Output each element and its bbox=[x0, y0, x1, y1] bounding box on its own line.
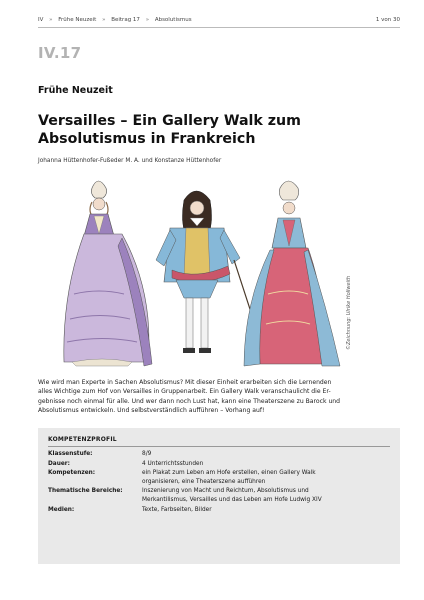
profile-divider bbox=[48, 446, 390, 447]
lady-left-figure bbox=[64, 181, 152, 366]
breadcrumb-part: Beitrag 17 bbox=[111, 17, 140, 23]
page-count: 1 von 30 bbox=[375, 17, 400, 23]
baroque-costumes-illustration bbox=[52, 174, 342, 370]
profile-value-line: 8/9 bbox=[142, 451, 152, 457]
profile-label: Klassenstufe: bbox=[48, 451, 93, 457]
intro-line: Absolutismus entwickeln. Und selbstverständlich aufführen – Vorhang auf! bbox=[38, 407, 265, 415]
intro-line: Wie wird man Experte in Sachen Absolutismus? Mit dieser Einheit erarbeiten sich die Lernenden bbox=[38, 379, 332, 386]
profile-value bbox=[142, 460, 388, 470]
profile-label: Dauer: bbox=[48, 460, 70, 467]
authors: Johanna Hüttenhofer-Fußeder M. A. und Konstanze Hüttenhofer bbox=[38, 158, 222, 164]
profile-row bbox=[48, 469, 388, 487]
intro-paragraph bbox=[38, 378, 400, 416]
profile-heading: KOMPETENZPROFIL bbox=[48, 436, 117, 443]
profile-value-line: Inszenierung von Macht und Reichtum, Absolutismus und bbox=[142, 488, 309, 495]
breadcrumb-separator: » bbox=[102, 17, 106, 23]
profile-label: Kompetenzen: bbox=[48, 470, 96, 477]
profile-value-line: organisieren, eine Theaterszene aufführen bbox=[142, 478, 266, 485]
courtier-figure bbox=[156, 191, 260, 353]
image-credit bbox=[340, 200, 350, 350]
intro-line: gebnisse noch einmal für alle. Und wer dann noch Lust hat, kann eine Theaterszene zu Barock und bbox=[38, 397, 341, 405]
profile-value-line: ein Plakat zum Leben am Hofe erstellen, einen Gallery Walk bbox=[142, 470, 316, 477]
title-line: Versailles – Ein Gallery Walk zum bbox=[38, 113, 301, 129]
issue-code: IV.17 bbox=[38, 44, 82, 62]
competence-profile-box bbox=[38, 428, 400, 564]
breadcrumb-part: Frühe Neuzeit bbox=[58, 17, 97, 23]
profile-value-line: Texte, Farbseiten, Bilder bbox=[142, 506, 212, 513]
profile-label: Thematische Bereiche: bbox=[48, 488, 123, 495]
profile-value bbox=[142, 506, 388, 516]
page-title bbox=[38, 112, 398, 148]
profile-value-line: 4 Unterrichtsstunden bbox=[142, 460, 204, 467]
title-line: Absolutismus in Frankreich bbox=[38, 131, 256, 147]
profile-value-line: Merkantilismus, Versailles und das Leben am Hofe Ludwig XIV bbox=[142, 496, 322, 503]
profile-label: Medien: bbox=[48, 506, 75, 513]
breadcrumb-separator: » bbox=[49, 17, 53, 23]
lady-right-figure bbox=[244, 181, 340, 366]
subject-heading: Frühe Neuzeit bbox=[38, 85, 113, 96]
profile-value bbox=[142, 487, 388, 505]
profile-row bbox=[48, 506, 388, 516]
header-divider bbox=[38, 27, 400, 28]
breadcrumb-part: Absolutismus bbox=[154, 17, 192, 23]
image-credit-text: ©Zeichnung: Ulrike Hollweith bbox=[346, 275, 352, 350]
profile-row bbox=[48, 450, 388, 460]
profile-row bbox=[48, 460, 388, 470]
breadcrumb-part: IV bbox=[38, 17, 44, 23]
profile-table bbox=[48, 450, 388, 515]
intro-line: alles Wichtige zum Hof von Versailles in Gruppenarbeit. Ein Gallery Walk veranschaulicht die Er- bbox=[38, 388, 331, 396]
breadcrumb bbox=[38, 17, 196, 23]
profile-value bbox=[142, 450, 388, 460]
profile-row bbox=[48, 487, 388, 505]
running-header bbox=[38, 14, 400, 28]
breadcrumb-separator: » bbox=[145, 17, 150, 23]
profile-value bbox=[142, 469, 388, 487]
